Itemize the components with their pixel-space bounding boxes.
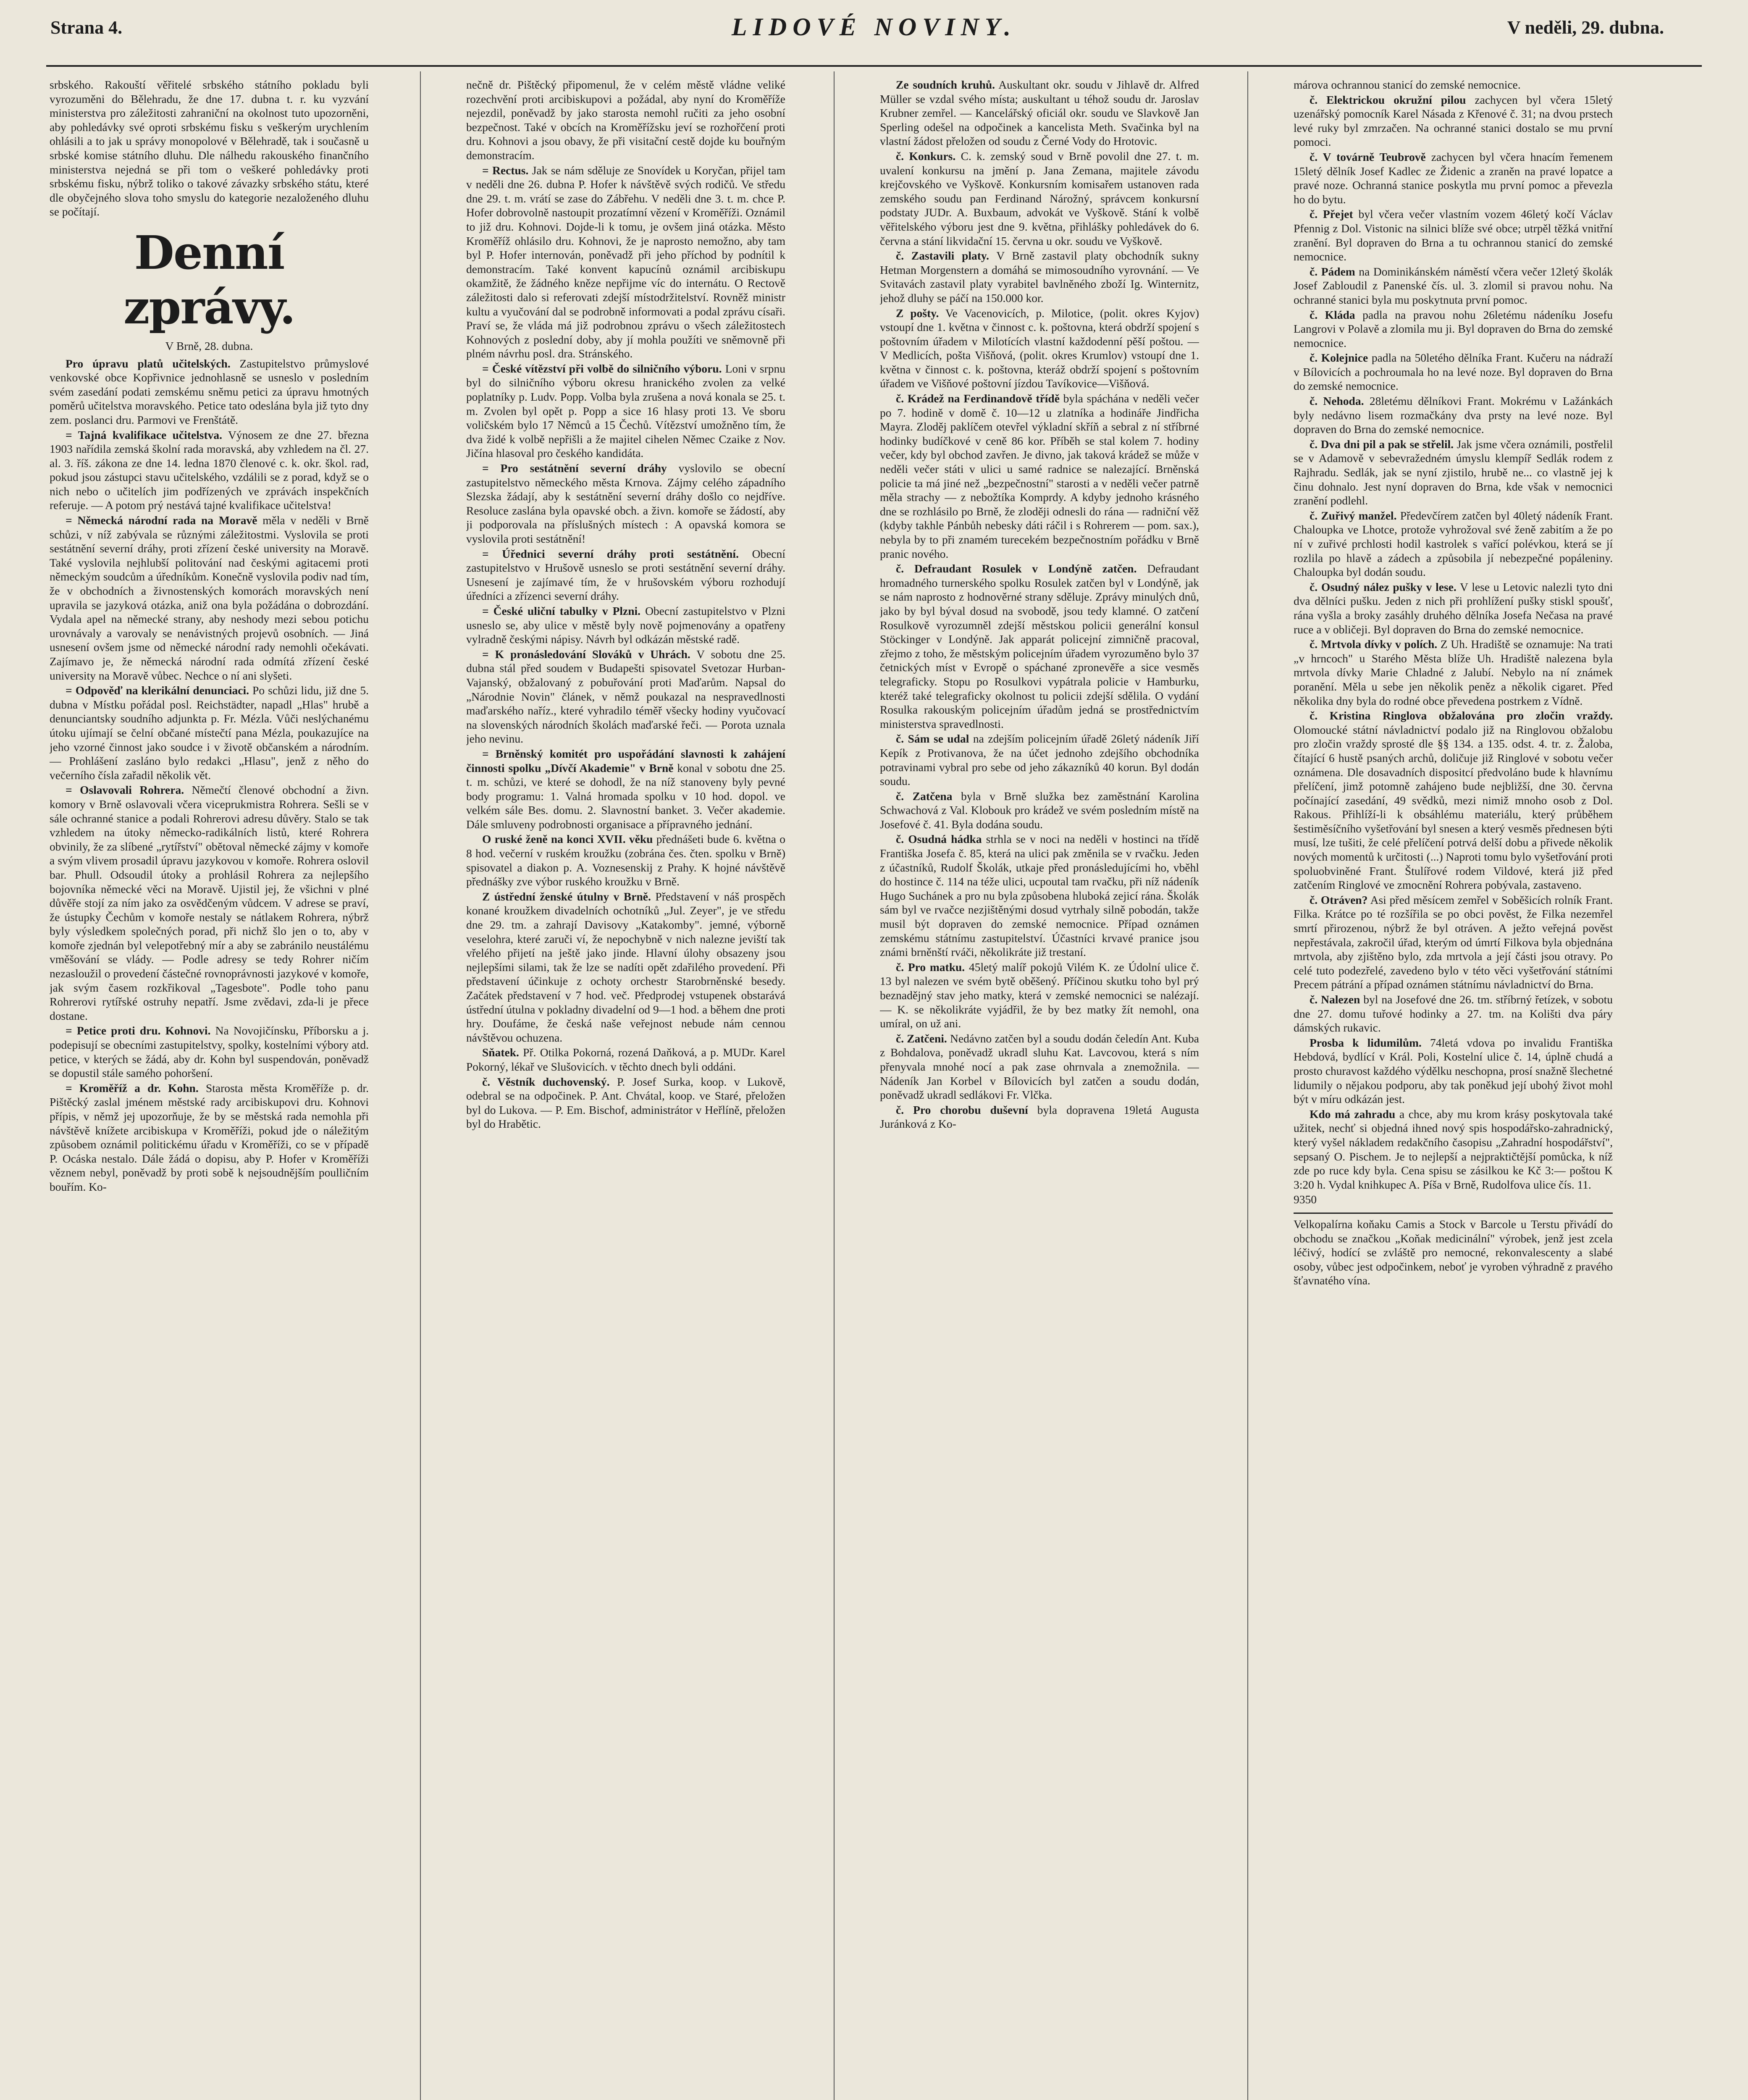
page-number: Strana 4. — [50, 17, 123, 38]
article-paragraph — [1294, 509, 1613, 579]
article-heading: Z ústřední ženské útulny v Brně. — [482, 890, 651, 903]
article-paragraph — [1294, 992, 1613, 1035]
article-text: Velkopalírna koňaku Camis a Stock v Barcole u Terstu přivádí do obchodu se značkou „Koňak medicinální" výrobek, jenž jest zcela léčivý, hodící se zvláště pro nemocné, rekonvalescenty a slabé osoby, vůbec jest odpočinkem, neboť je vyroben výhradně z pravého šťavnatého vína. — [1294, 1217, 1613, 1287]
article-heading: č. Zuřivý manžel. — [1310, 509, 1397, 522]
article-heading: č. Defraudant Rosulek v Londýně zatčen. — [896, 562, 1137, 575]
article-text: a chce, aby mu krom krásy poskytovala také užitek, nechť si objedná ihned nový spis hospodářsko-zahradnický, který vyšel nákladem redakčního časopisu „Zahradní hospodářství", sepsaný O. Pischem. Je to nejlepší a nejpraktičtější pomůcka, k níž zde po ruce kdy byla. Cena spisu se zásilkou ke Kč 3:— poštou K 3:20 h. Vydal knihkupec A. Píša v Brně, Rudolfova ulice čís. 11. — [1294, 1107, 1613, 1191]
article-heading: č. Kolejnice — [1310, 351, 1368, 365]
article-paragraph — [880, 249, 1199, 305]
article-text: Auskultant okr. soudu v Jihlavě dr. Alfred Müller se vzdal svého místa; auskultant u téhož soudu dr. Jaroslav Krubner zemřel. — Kancelářský oficiál okr. soudu ve Slavkově Jan Sperling odešel na odpočinek a kancelista Meth. Svačinka byl na vlastní žádost přeložen od soudu z Černé Vody do Hrotovic. — [880, 78, 1199, 148]
article-paragraph — [880, 306, 1199, 391]
article-text: 45letý malíř pokojů Vilém K. ze Údolní ulice č. 13 byl nalezen ve svém bytě oběšený. Příčinou skutku toho byl prý beznadějný stav jeho matky, která v zemské nemocnici se nalézají. — K. se několikráte vyjádřil, že by bez matky žít nemohl, ona umíral, on už ani. — [880, 960, 1199, 1030]
page-header — [0, 0, 1748, 63]
article-paragraph — [50, 783, 369, 1023]
article-text: V Brně zastavil platy obchodník sukny Hetman Morgenstern a domáhá se mimosoudního vyrovnání. — Ve Svitavách zastavil platy vyrabitel bavlněného zboží Ig. Winternitz, jehož dluhy se páčí na 150.000 kor. — [880, 249, 1199, 304]
article-text: zachycen byl včera hnacím řemenem 15letý dělník Josef Kadlec ze Židenic a zraněn na pravé lopatce a pravé noze. Ochranná stanice poskytla mu první pomoc a převezla ho do bytu. — [1294, 150, 1613, 206]
article-paragraph — [880, 960, 1199, 1031]
article-paragraph — [1294, 78, 1613, 92]
article-text: Př. Otilka Pokorná, rozená Daňková, a p. MUDr. Karel Pokorný, lékař ve Slušovicích. v těchto dnech byli oddáni. — [466, 1046, 785, 1073]
article-heading: č. Zatčeni. — [896, 1032, 947, 1045]
article-heading: O ruské ženě na konci XVII. věku — [482, 832, 653, 846]
article-heading: = K pronásledování Slováků v Uhrách. — [482, 647, 690, 661]
article-paragraph — [1294, 893, 1613, 992]
article-paragraph — [466, 832, 785, 888]
article-text: zachycen byl včera 15letý uzenářský pomocník Karel Násada z Křenové č. 31; na dvou prstech levé ruky byl zmrzačen. Na ochranné stanici dostalo se mu první pomoci. — [1294, 93, 1613, 149]
article-paragraph — [466, 547, 785, 603]
article-heading: č. Pro chorobu duševní — [896, 1103, 1028, 1116]
article-heading: č. Osudná hádka — [896, 832, 982, 846]
article-heading: č. Osudný nález pušky v lese. — [1310, 580, 1457, 593]
article-text: Olomoucké státní návladnictví podalo již na Ringlovou obžalobu pro zločin vraždy sprosté dle §§ 134. a 135. odst. 4. tr. z. Žaloba, čítající 6 hustě psaných archů, doličuje již Ringlové v sobotu večer oznámena. Dle dosavadních dispositcí předvoláno bude k hlavnímu přelíčení, jimž potomně zahájeno bude nejbližší, dne 30. června počínající zasedání, 49 svědků, mezi nimiž mnoho osob z Dol. Rakous. Přihlíží-li k obsáhlému materiálu, který průběhem šestiměsíčního vyšetřování byl snesen a který vesměs přednesen býti musí, lze tušiti, že celé přelíčení potrvá delší dobu a přivede několik nových momentů k určitosti (...) Naproti tomu bylo vyšetřování proti spoluobviněné Frant. Štulířové rodem Vildové, která již před zatčením Ringlové ve zmocnění Rohrera pobývala, zastaveno. — [1294, 723, 1613, 892]
article-text: byl na Josefové dne 26. tm. stříbrný řetízek, v sobotu dne 27. domu tuřové hodinky a 27. tm. na Kolišti dva páry dámských rukavic. — [1294, 993, 1613, 1034]
article-heading: = Tajná kvalifikace učitelstva. — [66, 428, 223, 441]
article-text: konal v sobotu dne 25. t. m. schůzi, ve které se dohodl, že na níž stanoveny byly pevné body programu: 1. Valná hromada spolku v 10 hod. dopol. ve velkém sále Bes. domu. 2. Slavnostní banket. 3. Večer akademie. Dále smluveny podrobnosti organisace a přípravného jednání. — [466, 761, 785, 831]
article-paragraph — [880, 789, 1199, 832]
article-text: márova ochrannou stanicí do zemské nemocnice. — [1294, 78, 1521, 91]
article-text: Ve Vacenovicích, p. Milotice, (polit. okres Kyjov) vstoupí dne 1. května v činnost c. k. poštovna, která obdrží spojení s poštovním úřadem v Milotících vlastní každodenní pěší poštou. — V Medlicích, pošta Višňová, (polit. okres Krumlov) vstoupí dne 1. května v činnost c. k. poštovna, kteráž obdrží spojení s poštovním úřadem ve Višňové poštovní jízdou Tavíkovice—Višňová. — [880, 306, 1199, 390]
article-heading: Prosba k lidumilům. — [1310, 1036, 1422, 1049]
article-text: Jak se nám sděluje ze Snovídek u Koryčan, přijel tam v neděli dne 26. dubna P. Hofer k návštěvě svých rodičů. Ve středu dne 29. t. m. vrátí se zase do Zábřehu. V neděli dne 3. t. m. chce P. Hofer dobrovolně nastoupit prozatímní vězení v Kroměříži. Oznámil to již dru. Kohnovi. Dojde-li k tomu, je ovšem jiná otázka. Město Kroměříž ohlásilo dru. Kohnovi, že je naprosto nemožno, aby tam byl P. Hofer internován, poněvadž při jeho příchod by podnítil k demonstracím. Také konvent kapucínů oznámil arcibiskupu okamžitě, že žádného kněze nepřijme víc do internátu. O Rectově záležitosti dalo si referovati zdejší místodržitelství. Rovněž ministr kultu a vyučování dal se podrobně informovati a podal zprávu císaři. Praví se, že vláda má již podrobnou zprávu o všech záležitostech Kohnových z poslední doby, aby jí mohla použíti ve sněmovně při plném návrhu posl. dra. Stránského. — [466, 163, 785, 360]
article-paragraph — [880, 832, 1199, 959]
article-paragraph — [1294, 637, 1613, 708]
article-paragraph — [1294, 1107, 1613, 1192]
article-heading: č. Krádež na Ferdinandově třídě — [896, 392, 1060, 405]
article-text: Loni v srpnu byl do silničního výboru okresu hranického zvolen za velké poplatníky p. Ludv. Popp. Volba byla zrušena a nová konala se 25. t. m. Zvolen byl opět p. Popp a sice 16 hlasy proti 13. Ve sboru voličském bylo 17 Němců a 15 Čechů. Vítězství umožněno tím, že dva židé k volbě nepřišli a že majitel cihelen Němec Czaike z Nov. Jičína hlasoval pro českého kandidáta. — [466, 362, 785, 460]
article-text: byl včera večer vlastním vozem 46letý kočí Václav Pfennig z Dol. Vistonic na silnici blíže své obce; utrpěl těžká vnitřní zranění. Byl dopraven do Brna a tu ochrannou stanicí do zemské nemocnice. — [1294, 207, 1613, 263]
article-text: Zastupitelstvo průmyslové venkovské obce Kopřivnice jednohlasně se usneslo v posledním svém zasedání podati zemskému sněmu petici za úpravu hmotných poměrů učitelstva moravského. Petice tato odeslána byla již tyto dny zem. poslanci dru. Parmovi ve Frenštátě. — [50, 357, 369, 426]
dateline: V Brně, 28. dubna. — [165, 339, 253, 352]
article-paragraph — [880, 78, 1199, 148]
article-paragraph — [466, 604, 785, 646]
section-rule — [1294, 1213, 1613, 1214]
article-paragraph — [880, 149, 1199, 248]
article-paragraph — [50, 428, 369, 513]
article-text: byla dopravena 19letá Augusta Juránková z Ko- — [880, 1103, 1199, 1131]
article-paragraph — [880, 391, 1199, 561]
article-paragraph — [1294, 1217, 1613, 1288]
article-heading: č. Nehoda. — [1310, 394, 1364, 408]
article-heading: = Německá národní rada na Moravě — [66, 514, 257, 527]
article-heading: č. Konkurs. — [896, 149, 956, 163]
article-paragraph — [466, 461, 785, 546]
article-heading: č. Elektrickou okružní pilou — [1310, 93, 1466, 106]
column-divider — [1247, 71, 1248, 2100]
article-text: padla na 50letého dělníka Frant. Kučeru na nádraží v Bílovicích a pochroumala ho na levé noze. Byl dopraven do Brna do zemské nemocnice. — [1294, 351, 1613, 393]
article-paragraph — [50, 78, 369, 219]
article-heading: Pro úpravu platů učitelských. — [66, 357, 231, 370]
article-text: strhla se v noci na neděli v hostinci na třídě Františka Josefa č. 85, která na ulici pak změnila se v rvačku. Jeden z účastníků, Rudolf Školák, utkaje před pronásledujícími ho, vběhl do hostince č. 114 na téže ulici, ucpoutal tam rvačku, při níž nádeník Hugo Suchánek a pro nu byla způsobena hluboká zejicí rána. Školák sám byl ve rvačce nezjištěnými dosud vytrhaly silně pobodán, takže musil být dopraven do zemské nemocnice. Případ oznámen zemskému státnímu zastupitelství. Účastníci krvavé pranice jsou známi brněnští rváči, několikráte již trestaní. — [880, 832, 1199, 959]
article-heading: Sňatek. — [482, 1046, 519, 1059]
article-heading: č. Pro matku. — [896, 960, 965, 974]
article-text: 9350 — [1294, 1193, 1317, 1206]
article-paragraph — [466, 1075, 785, 1131]
article-paragraph — [1294, 394, 1613, 436]
article-paragraph — [880, 1103, 1199, 1131]
article-text: Nedávno zatčen byl a soudu dodán čeledín Ant. Kuba z Bohdalova, poněvadž ukradl sluhu Kat. Lavcovou, která s ním přenyvala mnohé nocí a pak zase ohrnvala a znemožnila. — Nádeník Jan Korbel v Bílovicích byl zatčen a soudu dodán, poněvadž ukradl sedlákovi Fr. Vlčka. — [880, 1032, 1199, 1102]
article-paragraph — [1294, 351, 1613, 393]
article-heading: č. Zastavili platy. — [896, 249, 989, 262]
article-text: Obecní zastupitelstvo v Hrušově usneslo se proti sestátnění severní dráhy. Usnesení je zajímavé tím, že v hrušovském výboru rozhodují úředníci a zřízenci severní dráhy. — [466, 547, 785, 603]
article-text: Předevčírem zatčen byl 40letý nádeník Frant. Chaloupka ve Lhotce, protože vyhrožoval své ženě zabitím a že po ní v zuřivé prchlosti hodil kastrolek s vařící polévkou, která se jí rozlila po hlavě a zádech a způsobila jí nebezpečné popáleniny. Chaloupka byl dodán soudu. — [1294, 509, 1613, 579]
article-text: 74letá vdova po invalidu Františka Hebdová, bydlící v Král. Poli, Kostelní ulice č. 14, úplně chudá a prosto churavost každého výdělku neschopna, prosí snažně šlechetné lidumily o nějakou podporu, aby tak poněkud její ubohý život mohl být v míru odkázán jest. — [1294, 1036, 1613, 1106]
article-paragraph — [1294, 580, 1613, 636]
article-paragraph — [466, 1045, 785, 1074]
column-2 — [466, 78, 785, 2100]
article-heading: č. V továrně Teubrově — [1310, 150, 1426, 163]
article-paragraph — [1294, 709, 1613, 892]
article-paragraph — [880, 562, 1199, 731]
article-heading: = Kroměříž a dr. Kohn. — [66, 1081, 199, 1095]
article-paragraph — [880, 1032, 1199, 1102]
article-heading: č. Kláda — [1310, 308, 1355, 321]
article-text: na zdejším policejním úřadě 26letý nádeník Jiří Kepík z Protivanova, že na účet jednoho zdejšího obchodníka potravinami vybral pro sebe od jeho zákazníků 40 korun. Byl dodán soudu. — [880, 732, 1199, 788]
article-text: Z Uh. Hradiště se oznamuje: Na trati „v hrncoch" u Starého Města blíže Uh. Hradiště nalezena byla mrtvola dívky Marie Chladné z Jalubí. Nebylo na ní známek poranění. Měla u sebe jen několik peněz a několik cigaret. Před několika dny byla do rodné obce převedena postrkem z Vídně. — [1294, 638, 1613, 707]
article-paragraph — [466, 78, 785, 163]
article-text: vyslovilo se obecní zastupitelstvo německého města Krnova. Zájmy celého západního Slezska žádají, aby k sestátnění severní dráhy došlo co nejdříve. Resoluce zaslána byla opavské obch. a živn. komoře se žádostí, aby ji podporovala na příslušných místech : A opavská komora se vyslovila proti sestátnění! — [466, 462, 785, 545]
article-paragraph — [1294, 1036, 1613, 1106]
column-divider — [420, 71, 421, 2100]
article-text: Asi před měsícem zemřel v Soběšicích rolník Frant. Filka. Krátce po té rozšířila se po obci pověst, že Filka nezemřel smrtí přirozenou, nýbrž že byl otráven. A ježto veřejná pověst nepřestávala, zakročil úřad, kterým od úmrtí Filkova byla objednána mrtvola, aby zjištěno bylo, zda mrtvola a její části jsou otravy. Po celé tuto podezřelé, zavedeno bylo v této věci vyšetřování státními Precem pátrání a případ oznámen státnímu návladnictví do Brna. — [1294, 893, 1613, 991]
article-heading: = České vítězství při volbě do silničního výboru. — [482, 362, 722, 375]
article-heading: = Oslavovali Rohrera. — [66, 783, 184, 797]
issue-date: V neděli, 29. dubna. — [1507, 17, 1664, 38]
article-paragraph — [880, 732, 1199, 788]
article-text: 28letému dělníkovi Frant. Mokrému v Lažánkách byly nedávno lisem rozmačkány dva prsty na levé noze. Byl dopraven do Brna do zemské nemocnice. — [1294, 394, 1613, 436]
article-paragraph — [1294, 265, 1613, 307]
article-text: nečně dr. Pištěcký připomenul, že v celém městě vládne veliké rozechvění proti arcibiskupovi a požádal, aby nyní do Kroměříže nejezdil, poněvadž by jako starosta nemohl ručiti za jeho osobní bezpečnost. Také v obcích na Kroměřížsku jeví se rozhořčení proti dru. Kohnovi a jsou obavy, že při visitační cestě dojde ku bouřným demonstracím. — [466, 78, 785, 162]
article-heading: = Petice proti dru. Kohnovi. — [66, 1024, 211, 1037]
article-heading: č. Sám se udal — [896, 732, 969, 746]
article-text: Výnosem ze dne 27. března 1903 nařídila zemská školní rada moravská, aby vzhledem na čl. 27. al. 3. říš. zákona ze dne 14. ledna 1870 členové c. k. okr. škol. rad, pokud jsou zástupci stavu učitelského, vzdálili se z porad, když se o nich nebo o učitelích jim podřízených ve zprávách inspekčních referuje. — A potom prý nestává tajné kvalifikace učitelstva! — [50, 428, 369, 512]
article-paragraph — [466, 747, 785, 832]
article-paragraph — [1294, 1192, 1613, 1207]
article-text: měla v neděli v Brně schůzi, v níž zabývala se různými záležitostmi. Vyslovila se proti sestátnění severní dráhy, proti zřízení české university na Moravě. Také vyslovila nejhlubší politování nad českými agitacemi proti německým soudcům a úředníkům. Konečně vyslovila podiv nad tím, že v obchodních a živnostenských komorách moravských není upravila se jazyková otázka, aniž ona byla požádána o dobrozdání. Vydala apel na německé strany, aby neshody mezi sebou potichu urovnávaly a varovaly se nenávistných projevů osobních. — Jiná usnesení ovšem jsme od německé národní rady nemohli očekávati. Zajímavo je, že německá národní rada odmítá zřízení české university na Moravě vůbec. Nechce o ní ani slyšeti. — [50, 514, 369, 682]
article-text: Obecní zastupitelstvo v Plzni usneslo se, aby ulice v městě byly nově pojmenovány a opatřeny vylradně českými nápisy. Návrh byl odkázán městské radě. — [466, 604, 785, 646]
article-heading: č. Dva dni pil a pak se střelil. — [1310, 437, 1454, 451]
article-text: Defraudant hromadného turnerského spolku Rosulek zatčen byl v Londýně, jak se nám naprosto z hodnověrné strany sděluje. Zprávy minulých dnů, jako by byl býval dosud na svobodě, jsou tedy klamné. O zatčení Rosulkově vyrozumněl zdejší městskou policii generální konsul Stöckinger v Londýně. Jak apparát policejní zimničně pracoval, zřejmo z toho, že městským policejním úřadem vyrozuměno bylo 37 četnických míst v Evropě o spáchané zpronevěře a sice vesměs telegraficky. Stopu po Rosulkovi vypátrala policie v Hamburku, kteréž také telegraficky okolnost tu policii zdejší sdělila. O vydání Rosulka rakouským policejním úřadům jedná se prostřednictvím ministerstva spravedlnosti. — [880, 562, 1199, 730]
article-heading: Z pošty. — [896, 306, 939, 320]
article-paragraph — [50, 1081, 369, 1194]
article-paragraph — [1294, 308, 1613, 350]
article-text: na Dominikánském náměstí včera večer 12letý školák Josef Zabloudil z Panenské čís. ul. 3. zlomil si pravou nohu. Na ochranné stanici byla mu poskytnuta první pomoc. — [1294, 265, 1613, 306]
article-text: byla v Brně služka bez zaměstnání Karolina Schwachová z Val. Klobouk pro krádež ve svém posledním místě na Josefové č. 41. Byla dodána soudu. — [880, 789, 1199, 831]
article-heading: = Brněnský komitét pro uspořádání slavnosti k zahájení činnosti spolku „Dívčí Akademie" v Brně — [466, 747, 785, 774]
article-heading: = Odpověď na klerikální denunciaci. — [66, 684, 249, 697]
article-heading: = Rectus. — [482, 163, 529, 177]
article-heading: č. Mrtvola dívky v polích. — [1310, 638, 1438, 651]
article-heading: = České uliční tabulky v Plzni. — [482, 604, 641, 617]
article-heading: č. Zatčena — [896, 789, 953, 803]
article-text: C. k. zemský soud v Brně povolil dne 27. t. m. uvalení konkursu na jmění p. Jana Zemana, majitele závodu krejčovského ve Vyškově. Konkursním komisařem ustanoven rada zemského soudu pan Ferdinand Nárožný, správcem konkursní podstaty JUDr. A. Buxbaum, advokát ve Vyškově. Stání k volbě věřitelského výboru jest dne 9. května, přihlášky pohledávek do 6. června a stání likvidační 15. června u okr. soudu ve Vyškově. — [880, 149, 1199, 247]
header-rule — [46, 65, 1702, 67]
column-4 — [1294, 78, 1613, 2100]
article-paragraph — [50, 357, 369, 427]
article-text: přednášeti bude 6. května o 8 hod. večerní v ruském kroužku (zobrána čes. čten. spolku v Brně) spisovatel a diakon p. A. Voznesenskij z Prahy. K hojné návštěvě přednášky zve výbor ruského kroužku v Brně. — [466, 832, 785, 888]
article-heading: Ze soudních kruhů. — [896, 78, 995, 91]
article-text: V sobotu dne 25. dubna stál před soudem v Budapešti spisovatel Svetozar Hurban-Vajanský, obžalovaný z pobuřování proti Maďarům. Napsal do „Národnie Novin" článek, v němž poukazal na nespravedlnosti maďarského naříz., které vyhradilo téměř všecky hodiny vyučovací na slovenských národních školách maďarské řeči. — Porota uznala jeho nevinu. — [466, 647, 785, 746]
article-heading: č. Nalezen — [1310, 993, 1360, 1006]
article-heading: č. Věstník duchovenský. — [482, 1075, 610, 1088]
section-heading: Denní zprávy. — [123, 225, 295, 334]
newspaper-title: LIDOVÉ NOVINY. — [731, 13, 1017, 41]
article-text: Němečtí členové obchodní a živn. komory v Brně oslavovali včera viceprukmistra Rohrera. Sešli se v sále ochranné stanice a podali Rohrerovi adresu důvěry. Stalo se tak vzhledem na útoky německo-radikálních listů, které Rohrera obvinily, že za slíbené „rytířství" obětoval německé zájmy v komoře a svým vlivem prosadil úpravu jazykovou v komoře. Rohrera oslovil bar. Phull. Odsoudil útoky a prohlásil Rohrera za nejlepšího bojovníka německé věci na Moravě. Ujistil jej, že všichni v plné důvěře stojí za ním jako za osvědčeným vůdcem. V adrese se praví, že ústupky Čechům v komoře nestaly se nátlakem Rohrera, nýbrž byly výsledkem společných porad, při nichž šlo jen o to, aby v komoře zjednán byl velepotřebný mír a aby se zabránilo neustálému vměšování se vlády. — Podle adresy se tedy Rohrer ničím nezasloužil o provedení částečné rovnoprávnosti jazykové v komoře, jak svým časem rozkřikoval „Tagesbote". Podle toho panu Rohrerovi rytířské ostruhy nepatří. Jsme zvědavi, zda-li je přece dostane. — [50, 783, 369, 1022]
article-heading: č. Pádem — [1310, 265, 1355, 278]
column-1 — [50, 78, 369, 2100]
article-paragraph — [1294, 93, 1613, 149]
article-text: Představení v náš prospěch konané kroužkem divadelních ochotníků „Jul. Zeyer", je ve středu dne 29. tm. a zahrají Davisovy „Katakomby". jemné, výborně veselohra, které zaruči ví, že nepochybně v nich nalezne jeviští tak vřelého přijetí na ještě jako jinde. Hlavní úlohy obsazeny jsou nejlepšími silami, tak že lze se nadíti opět zdařilého provedení. Při představení účinkuje z ochoty orchestr Starobrněnské besedy. Začátek představení v 7 hod. več. Předprodej vstupenek obstarává ústřední útulna v pokladny divadelní od 9—1 hod. a během dne proti hry. Doufáme, že česká naše veřejnost nebude nám cennou návštěvou ochuzena. — [466, 890, 785, 1044]
article-text: Na Novojičínsku, Příborsku a j. podepisují se obecními zastupitelstvy, spolky, kostelními výbory atd. petice, v kterých se žádá, aby dr. Kohn byl suspendován, poněvadž se dopustil stále samého pohoršení. — [50, 1024, 369, 1080]
article-paragraph — [466, 647, 785, 746]
article-heading: č. Přejet — [1310, 207, 1353, 221]
article-heading: Kdo má zahradu — [1310, 1107, 1396, 1121]
column-divider — [834, 71, 835, 2100]
article-paragraph — [1294, 150, 1613, 206]
article-paragraph — [50, 683, 369, 782]
article-text: Jak jsme včera oznámili, postřelil se v Adamově v sebevražedném úmyslu klempíř Sedlák rodem z Rajhradu. Sedlák, jak se nyní zjistilo, hrubě ne... co vlastně jej k činu dohnalo. Jest nyní dopraven do Brna, kde však v nemocnici zranění podlehl. — [1294, 437, 1613, 507]
article-heading: č. Otráven? — [1310, 893, 1368, 906]
article-heading: = Pro sestátnění severní dráhy — [482, 462, 667, 475]
article-text: Po schůzi lidu, již dne 5. dubna v Místku pořádal posl. Reichstädter, napadl „Hlas" hrubě a denunciantsky soudního adjunkta p. Fr. Mézla. Vůči neslýchanému útoku ujímají se čelní občané místečtí pana Mézla, poukazujíce na jeho vzorné činnost jako soudce i v životě občanském a národním. — Prohlášení zasláno bylo redakci „Hlasu", jenž z něho do večerního čísla zařadil několik vět. — [50, 684, 369, 782]
article-text: byla spáchána v neděli večer po 7. hodině v domě č. 10—12 u zlatníka a hodináře Jindřicha Mayra. Zloděj paklíčem otevřel výkladní skříň a sebral z ní stříbrné hodinky budíčkové v ceně 86 kor. Příběh se stal kolem 7. hodiny večer, kdy byl obchod zavřen. Je divno, jak taková krádež se může v neděli večer státi v ulici u samé radnice se nalezající. Brněnská policie ta má jiné než „bezpečnostní" starosti a v neděli večer patrně měla strachy — z nebožtíka Komprdy. A kdyby jednoho krásného dne se rozhlásilo po Brně, že zloději odnesli do rána — radniční věž (kdyby takhle Pánbůh nebesky dáti ráčil i s Rohrerem — pom. sax.), nebyla by to při znamém turecekém bezpečnostním pořádku v Brně pranic nového. — [880, 392, 1199, 560]
article-paragraph — [466, 362, 785, 460]
article-paragraph — [466, 163, 785, 361]
article-heading: = Úřednici severní dráhy proti sestátnění. — [482, 547, 739, 560]
article-paragraph — [1294, 207, 1613, 263]
article-text: padla na pravou nohu 26letému nádeníku Josefu Langrovi v Polavě a zlomila mu ji. Byl dopraven do Brna do zemské nemocnice. — [1294, 308, 1613, 349]
article-paragraph — [466, 890, 785, 1045]
article-paragraph — [50, 1024, 369, 1080]
article-paragraph — [1294, 437, 1613, 508]
article-text: Starosta města Kroměříže p. dr. Pištěcký zaslal jménem městské rady arcibiskupovi dru. Kohnovi přípis, v němž jej upozorňuje, že by se městská rada nemohla při návštěvě knížete arcibiskupa v Kroměříži, pokud jde o náležitým způsobem oznámil politickému úřadu v Kroměříži, co se v případě P. Ocáska nestalo. Dále žádá o dopisu, aby P. Hofer v Kroměříži věznem nebyl, poněvadž by proti sobě k nejsoudnějším poulličním bouřím. Ko- — [50, 1081, 369, 1193]
column-3 — [880, 78, 1199, 2100]
article-paragraph — [50, 513, 369, 682]
article-text: P. Josef Surka, koop. v Lukově, odebral se na odpočinek. P. Ant. Chvátal, koop. ve Staré, přeložen byl do Lukova. — P. Em. Bischof, administrátor v Heřlíně, přeložen byl do Hrabětic. — [466, 1075, 785, 1131]
article-text: srbského. Rakouští věřitelé srbského státního pokladu byli vyrozuměni do Bělehradu, že dne 17. dubna t. r. ku vyzvání ministerstva pro záležitosti zahraniční na okolnost tuto upozorněni, aby pohledávky své oproti srbskému fisku s veškerým urychlením ohlásili a to jak u správy monopolové v Bělehradě, tak i současně u srbské komise státního dluhu. Dle nálhedu rakouského finančního ministerstva nejedná se při tom o veškeré pohledávky proti srbskému fisku, nýbrž toliko o takové závazky srbského státu, které dle obyčejného slova toho smyslu do kategorie nezaloženého dluhu se počítají. — [50, 78, 369, 218]
article-heading: č. Kristina Ringlova obžalována pro zločin vraždy. — [1310, 709, 1613, 722]
article-text: V lese u Letovic nalezli tyto dni dva dělníci pušku. Jeden z nich při prohlížení pušky stiskl spoušť, rána vyšla a broky zasáhly druhého dělníka Josefa Nečasa na pravé ruce a v obličeji. Byl dopraven do Brna do zemské nemocnice. — [1294, 580, 1613, 636]
